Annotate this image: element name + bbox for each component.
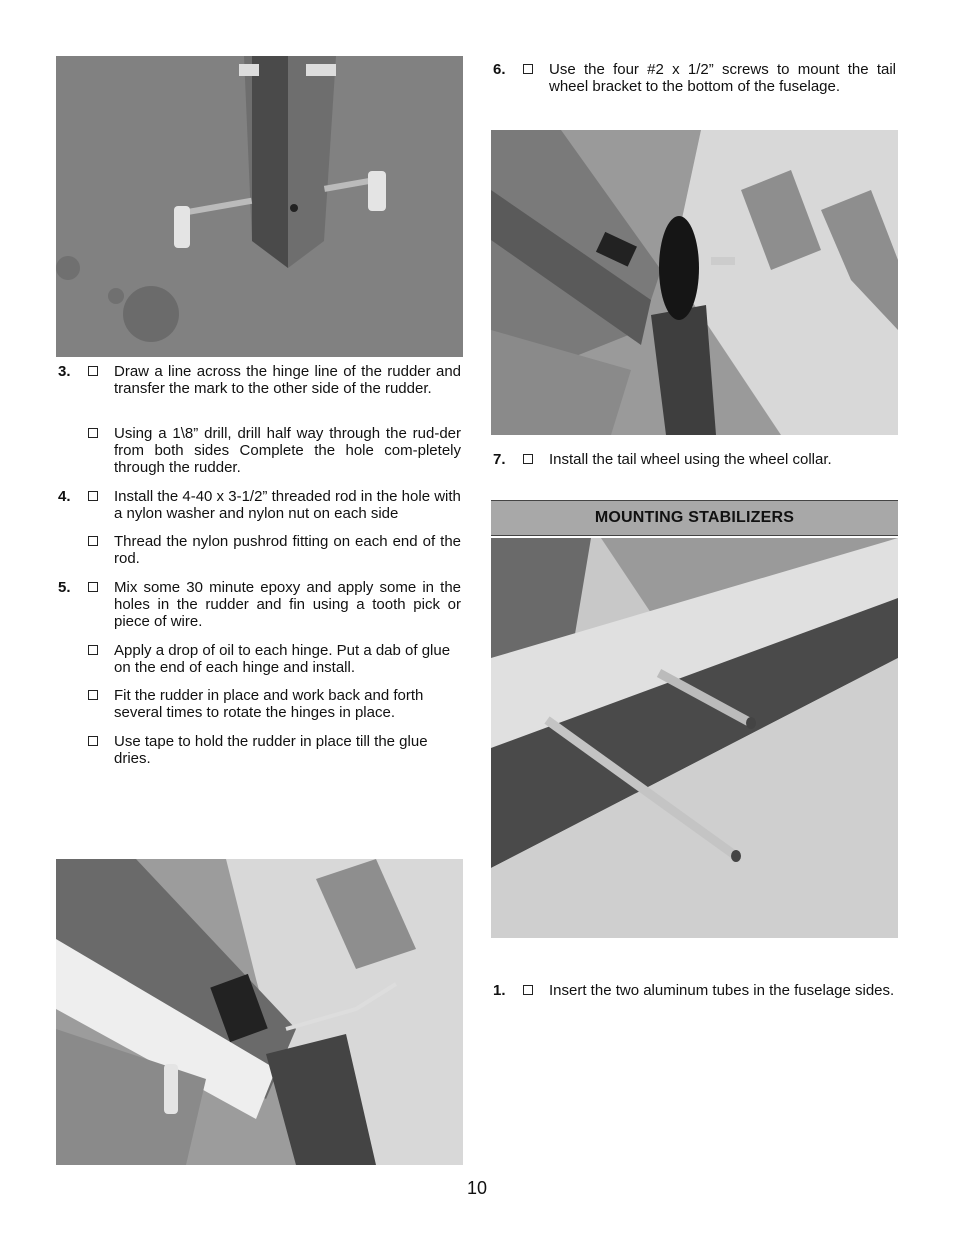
step-3-substep	[58, 425, 462, 477]
step-5-substep-fit	[58, 687, 462, 723]
step-4-substep	[58, 533, 462, 569]
tail-wheel-bracket-photo	[491, 130, 898, 435]
stabilizer-step-1	[493, 982, 897, 1018]
page-number: 10	[466, 1178, 488, 1198]
checkbox[interactable]	[88, 645, 98, 655]
checkbox[interactable]	[88, 582, 98, 592]
checkbox[interactable]	[523, 454, 533, 464]
step-4	[58, 488, 462, 524]
step-6	[493, 61, 897, 97]
checkbox[interactable]	[88, 536, 98, 546]
step-text: Using a 1\8” drill, drill half way through the rud-der from both sides Complete the hole com-pletely through the rudder.	[114, 425, 461, 476]
step-number: 3.	[58, 363, 71, 380]
step-text: Mix some 30 minute epoxy and apply some in the holes in the rudder and fin using a tooth pick or piece of wire.	[114, 579, 461, 630]
checkbox[interactable]	[88, 366, 98, 376]
step-3	[58, 363, 462, 415]
step-number: 4.	[58, 488, 71, 505]
aluminum-tubes-photo	[491, 538, 898, 938]
step-5-substep-tape	[58, 733, 462, 769]
step-5-substep-oil	[58, 642, 462, 678]
step-text: Thread the nylon pushrod fitting on each end of the rod.	[114, 533, 461, 567]
step-text: Fit the rudder in place and work back and forth several times to rotate the hinges in place.	[114, 687, 424, 721]
checkbox[interactable]	[88, 428, 98, 438]
step-text: Draw a line across the hinge line of the rudder and transfer the mark to the other side of the rudder.	[114, 363, 461, 397]
step-number: 7.	[493, 451, 506, 468]
section-header: MOUNTING STABILIZERS	[491, 500, 898, 536]
step-number: 6.	[493, 61, 506, 78]
step-5	[58, 579, 462, 631]
rudder-threaded-rod-photo	[56, 56, 463, 357]
checkbox[interactable]	[523, 64, 533, 74]
checkbox[interactable]	[88, 491, 98, 501]
step-7	[493, 451, 897, 469]
step-number: 1.	[493, 982, 506, 999]
step-text: Insert the two aluminum tubes in the fuselage sides.	[549, 982, 895, 999]
checkbox[interactable]	[88, 690, 98, 700]
step-text: Install the tail wheel using the wheel collar.	[549, 451, 832, 468]
step-text: Apply a drop of oil to each hinge. Put a dab of glue on the end of each hinge and install.	[114, 642, 451, 676]
hinged-rudder-photo	[56, 859, 463, 1165]
step-text: Use tape to hold the rudder in place till the glue dries.	[114, 733, 428, 767]
step-text: Use the four #2 x 1/2” screws to mount the tail wheel bracket to the bottom of the fuselage.	[549, 61, 896, 95]
checkbox[interactable]	[88, 736, 98, 746]
checkbox[interactable]	[523, 985, 533, 995]
step-number: 5.	[58, 579, 71, 596]
step-text: Install the 4-40 x 3-1/2” threaded rod in the hole with a nylon washer and nylon nut on each side	[114, 488, 461, 522]
